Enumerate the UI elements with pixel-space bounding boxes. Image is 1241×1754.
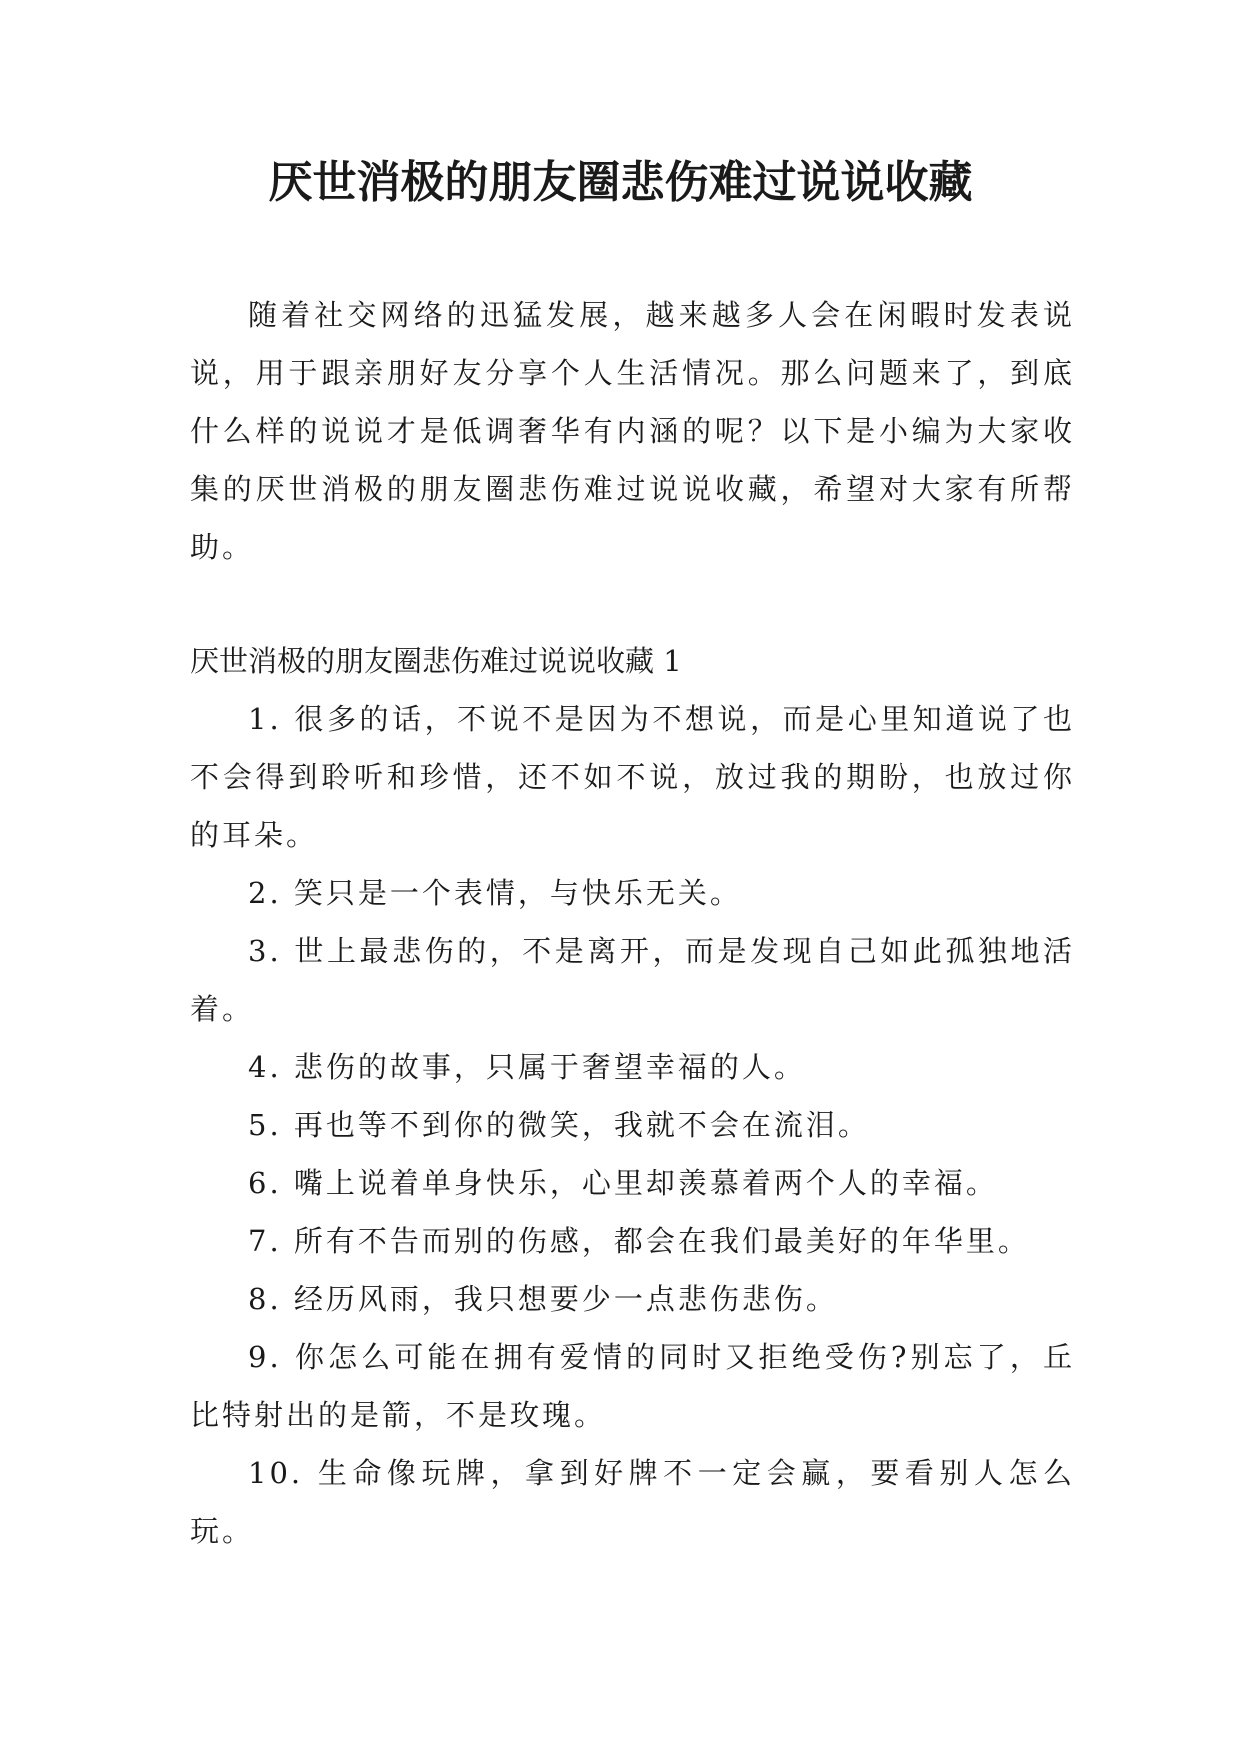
list-item: 8. 经历风雨，我只想要少一点悲伤悲伤。 — [248, 1282, 838, 1316]
list-item: 10. 生命像玩牌，拿到好牌不一定会赢，要看别人怎么玩。 — [190, 1456, 1075, 1548]
list-item: 2. 笑只是一个表情，与快乐无关。 — [248, 876, 742, 910]
intro-paragraph: 随着社交网络的迅猛发展，越来越多人会在闲暇时发表说说，用于跟亲朋好友分享个人生活情况。那么问题来了，到底什么样的说说才是低调奢华有内涵的呢？以下是小编为大家收集的厌世消极的朋友圈悲伤难过说说收藏，希望对大家有所帮助。 — [190, 298, 1075, 564]
list-item: 5. 再也等不到你的微笑，我就不会在流泪。 — [248, 1108, 870, 1142]
list-item: 1. 很多的话，不说不是因为不想说，而是心里知道说了也不会得到聆听和珍惜，还不如不说，放过我的期盼，也放过你的耳朵。 — [190, 702, 1075, 852]
section-heading: 厌世消极的朋友圈悲伤难过说说收藏 1 — [190, 644, 682, 678]
list-item: 4. 悲伤的故事，只属于奢望幸福的人。 — [248, 1050, 806, 1084]
list-item: 3. 世上最悲伤的，不是离开，而是发现自己如此孤独地活着。 — [190, 934, 1075, 1026]
list-item: 9. 你怎么可能在拥有爱情的同时又拒绝受伤?别忘了，丘比特射出的是箭，不是玫瑰。 — [190, 1340, 1075, 1432]
document-title: 厌世消极的朋友圈悲伤难过说说收藏 — [268, 157, 973, 208]
list-item: 7. 所有不告而别的伤感，都会在我们最美好的年华里。 — [248, 1224, 1030, 1258]
quote-list — [190, 690, 1075, 1560]
list-item: 6. 嘴上说着单身快乐，心里却羡慕着两个人的幸福。 — [248, 1166, 998, 1200]
